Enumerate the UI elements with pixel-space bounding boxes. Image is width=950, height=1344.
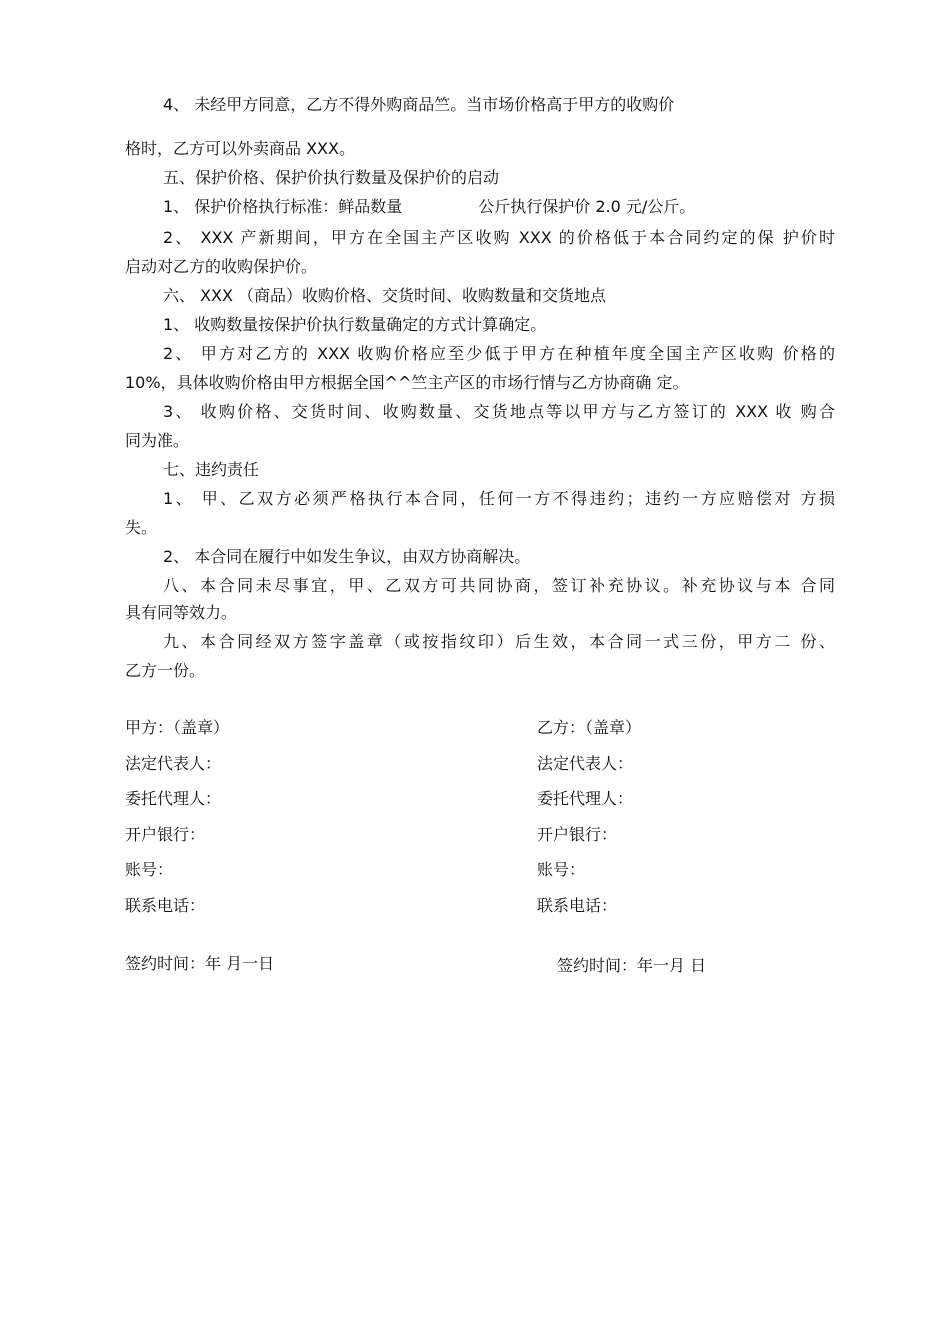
party-b-account: 账号： bbox=[537, 860, 586, 879]
clause-5-2-line-1: 2、 XXX 产新期间，甲方在全国主产区收购 XXX 的价格低于本合同约定的保 护价时 bbox=[163, 228, 835, 247]
party-a-sign-date: 签约时间：年 月一日 bbox=[125, 954, 275, 973]
section-6-heading: 六、 XXX （商品）收购价格、交货时间、收购数量和交货地点 bbox=[163, 286, 607, 305]
clause-7-1-line-1: 1、 甲、乙双方必须严格执行本合同，任何一方不得违约；违约一方应赔偿对 方损 bbox=[163, 489, 835, 508]
section-8-line-1: 八、本合同未尽事宜，甲、乙双方可共同协商，签订补充协议。补充协议与本 合同 bbox=[163, 576, 835, 595]
clause-5-4-line-2: 格时，乙方可以外卖商品 XXX。 bbox=[125, 139, 355, 158]
clause-5-2-line-2: 启动对乙方的收购保护价。 bbox=[125, 257, 318, 276]
section-9-line-1: 九、本合同经双方签字盖章（或按指纹印）后生效，本合同一式三份，甲方二 份、 bbox=[163, 632, 835, 651]
party-a-agent: 委托代理人： bbox=[125, 789, 222, 808]
clause-7-1-line-2: 失。 bbox=[125, 518, 158, 537]
party-b-seal: 乙方：（盖章） bbox=[537, 718, 642, 737]
clause-5-1-part-b: 公斤执行保护价 2.0 元/公斤。 bbox=[478, 197, 696, 216]
section-9-line-2: 乙方一份。 bbox=[125, 661, 206, 680]
party-a-seal: 甲方：（盖章） bbox=[125, 718, 230, 737]
party-b-legal-rep: 法定代表人： bbox=[537, 754, 634, 773]
clause-5-1-part-a: 1、 保护价格执行标准：鲜品数量 bbox=[163, 197, 403, 216]
clause-5-4-line-1: 4、 未经甲方同意，乙方不得外购商品竺。当市场价格高于甲方的收购价 bbox=[163, 95, 675, 114]
clause-6-1: 1、 收购数量按保护价执行数量确定的方式计算确定。 bbox=[163, 315, 547, 334]
clause-6-3-line-2: 同为准。 bbox=[125, 431, 190, 450]
party-a-bank: 开户银行： bbox=[125, 825, 206, 844]
party-a-account: 账号： bbox=[125, 860, 174, 879]
section-8-line-2: 具有同等效力。 bbox=[125, 603, 238, 622]
party-b-sign-date: 签约时间：年一月 日 bbox=[557, 956, 707, 975]
clause-6-2-line-1: 2、 甲方对乙方的 XXX 收购价格应至少低于甲方在种植年度全国主产区收购 价格的 bbox=[163, 344, 835, 363]
party-a-phone: 联系电话： bbox=[125, 896, 206, 915]
section-5-heading: 五、保护价格、保护价执行数量及保护价的启动 bbox=[163, 168, 500, 187]
party-b-bank: 开户银行： bbox=[537, 825, 618, 844]
clause-6-3-line-1: 3、 收购价格、交货时间、收购数量、交货地点等以甲方与乙方签订的 XXX 收 购合 bbox=[163, 402, 835, 421]
party-b-phone: 联系电话： bbox=[537, 896, 618, 915]
clause-6-2-line-2: 10%，具体收购价格由甲方根据全国^^竺主产区的市场行情与乙方协商确 定。 bbox=[125, 373, 689, 392]
party-a-legal-rep: 法定代表人： bbox=[125, 754, 222, 773]
clause-5-1 bbox=[163, 197, 695, 217]
party-b-agent: 委托代理人： bbox=[537, 789, 634, 808]
clause-7-2: 2、 本合同在履行中如发生争议，由双方协商解决。 bbox=[163, 547, 531, 566]
section-7-heading: 七、违约责任 bbox=[163, 460, 260, 479]
